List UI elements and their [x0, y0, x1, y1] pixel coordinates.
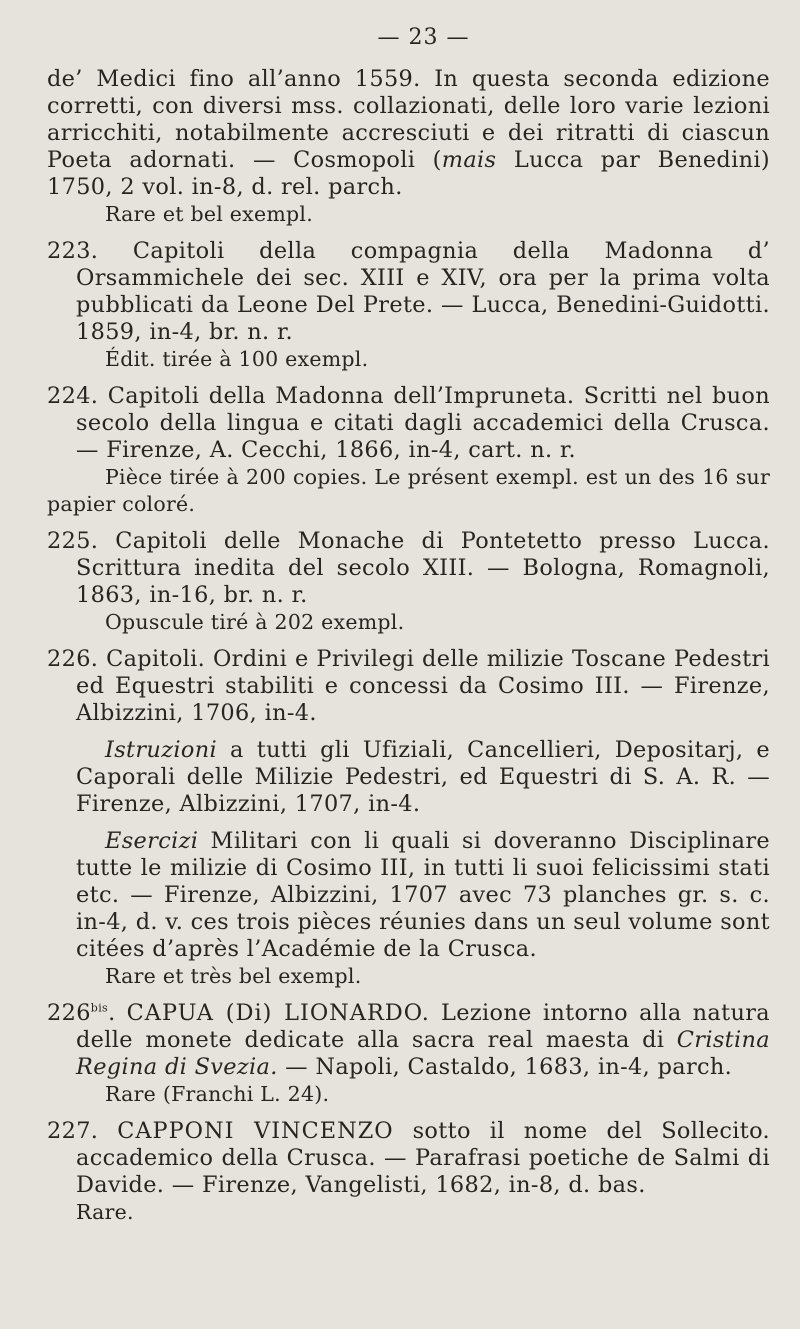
entry-author: CAPPONI VINCENZO	[117, 1118, 394, 1144]
entry-226-bis	[47, 1000, 770, 1108]
entry-italic: Istruzioni	[105, 737, 217, 763]
entry-number: 227.	[47, 1118, 99, 1144]
entry-225	[47, 528, 770, 636]
entry-text	[47, 238, 770, 346]
entry-body: Capitoli della compagnia della Madonna d’ Orsammichele dei sec. XIII e XIV, ora per la prima volta pubblicati da Leone Del Prete. — Lucca, Benedini-Guidotti. 1859, in-4, br. n. r.	[76, 238, 770, 345]
entry-body: — Napoli, Castaldo, 1683, in-4, parch.	[277, 1054, 733, 1080]
entry-number: 223.	[47, 238, 99, 264]
entry-224	[47, 383, 770, 518]
entry-227	[47, 1118, 770, 1226]
entry-text	[47, 383, 770, 464]
entry-text	[47, 528, 770, 609]
entry-body: Capitoli. Ordini e Privilegi delle milizie Toscane Pedestri ed Equestri stabiliti e concessi da Cosimo III. — Firenze, Albizzini, 1706, in-4.	[76, 646, 771, 726]
entry-text	[47, 66, 770, 201]
entry-text	[47, 1118, 770, 1199]
entry-note: Édit. tirée à 100 exempl.	[105, 347, 369, 371]
entry-note: Pièce tirée à 200 copies. Le présent exempl. est un des 16 sur papier coloré.	[47, 465, 770, 516]
entry-note: Rare.	[76, 1200, 134, 1224]
entry-body: Militari con li quali si doveranno Disciplinare tutte le milizie di Cosimo III, in tutti li suoi felicissimi stati etc. — Firenze, Albizzini, 1707 avec 73 planches gr. s. c. in-4, d. v. ces trois pièces réunies dans un seul volume sont citées d’après l’Académie de la Crusca.	[76, 828, 770, 962]
entry-continuation	[47, 66, 770, 228]
entry-body: Lucca par Benedini) 1750, 2 vol. in-8, d. rel. parch.	[47, 147, 770, 200]
entry-italic: mais	[441, 147, 497, 173]
entry-226	[47, 646, 770, 990]
entry-italic: Esercizi	[105, 828, 199, 854]
entry-body: sotto il nome del Sollecito. accademico della Crusca. — Parafrasi poetiche de Salmi di Davide. — Firenze, Vangelisti, 1682, in-8, d. bas.	[76, 1118, 770, 1198]
page-number: — 23 —	[377, 25, 470, 50]
entry-number: 224.	[47, 383, 99, 409]
entry-subitem	[47, 737, 770, 818]
entry-text	[47, 646, 770, 727]
entry-author: CAPUA (Di) LIONARDO.	[126, 1000, 430, 1026]
entry-number: 226	[47, 1000, 91, 1026]
entry-number-suffix: bis	[90, 1001, 109, 1015]
entry-note: Opuscule tiré à 202 exempl.	[105, 610, 405, 634]
entry-text: $226^{bis}$. CAPUA (Di) LIONARDO. Lezione intorno alla natura delle monete dedicate alla sacra real maesta di Cristina Regina di Svezia. — Napoli, Castaldo, 1683, in-4, parch.	[47, 1000, 770, 1080]
entry-223	[47, 238, 770, 373]
entry-number: 226.	[47, 646, 99, 672]
entry-note: Rare (Franchi L. 24).	[105, 1082, 330, 1106]
entry-body: Capitoli delle Monache di Pontetetto presso Lucca. Scrittura inedita del secolo XIII. — Bologna, Romagnoli, 1863, in-16, br. n. r.	[76, 528, 771, 608]
entry-note: Rare et bel exempl.	[105, 202, 313, 226]
entry-number: 225.	[47, 528, 99, 554]
entry-body: Lezione intorno alla natura delle monete dedicate alla sacra real maesta di	[76, 1000, 770, 1053]
entry-subitem	[47, 828, 770, 963]
entry-body: de’ Medici fino all’anno 1559. In questa seconda edizione corretti, con diversi mss. collazionati, delle loro varie lezioni arricchiti, notabilmente accresciuti e dei ritratti di ciascun Poeta adornati. — Cosmopoli (	[47, 66, 770, 173]
entry-body: a tutti gli Ufiziali, Cancellieri, Depositarj, e Caporali delle Milizie Pedestri, ed Equestri di S. A. R. — Firenze, Albizzini, 1707, in-4.	[76, 737, 770, 817]
entry-italic: Cristina Regina di Svezia.	[76, 1027, 770, 1080]
entry-body: Capitoli della Madonna dell’Impruneta. Scritti nel buon secolo della lingua e citati dagli accademici della Crusca. — Firenze, A. Cecchi, 1866, in-4, cart. n. r.	[76, 383, 771, 463]
entry-note: Rare et très bel exempl.	[105, 964, 362, 988]
